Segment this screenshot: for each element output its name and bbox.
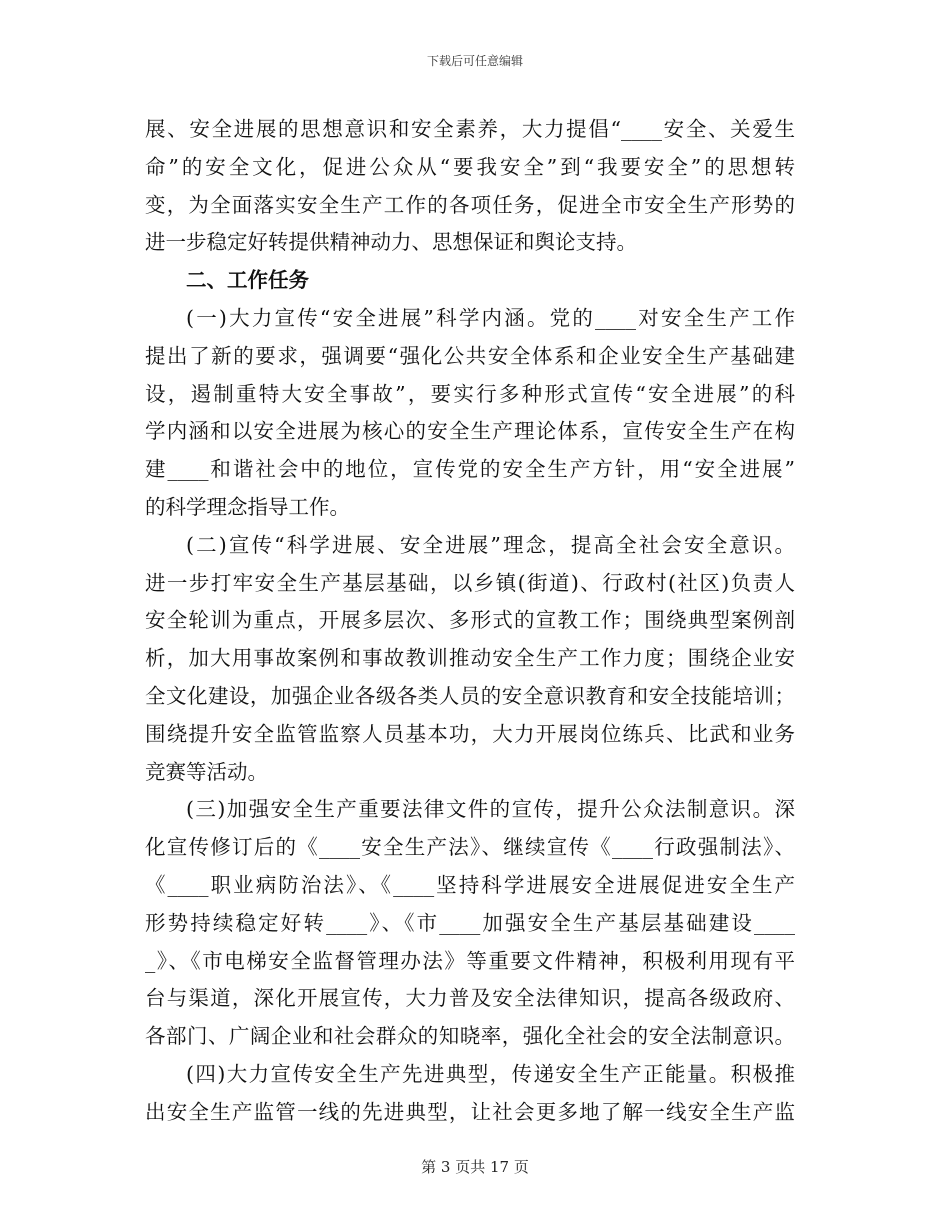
paragraph-line: 全文化建设，加强企业各级各类人员的安全意识教育和安全技能培训； — [145, 683, 795, 708]
paragraph-line: 提出了新的要求，强调要“强化公共安全体系和企业安全生产基础建 — [145, 343, 795, 368]
paragraph-line: 学内涵和以安全进展为核心的安全生产理论体系，宣传安全生产在构 — [145, 419, 795, 444]
paragraph-line: 出安全生产监管一线的先进典型，让社会更多地了解一线安全生产监 — [145, 1099, 795, 1124]
paragraph-line: 形势持续稳定好转____》、《市____加强安全生产基层基础建设____ — [145, 910, 795, 935]
paragraph-line: _》、《市电梯安全监督管理办法》等重要文件精神，积极利用现有平 — [145, 948, 795, 973]
paragraph-line: 析，加大用事故案例和事故教训推动安全生产工作力度；围绕企业安 — [145, 646, 795, 671]
paragraph-line: 竞赛等活动。 — [145, 759, 268, 784]
paragraph-line: 《____职业病防治法》、《____坚持科学进展安全进展促进安全生产 — [145, 872, 795, 897]
paragraph-line: 的科学理念指导工作。 — [145, 494, 350, 519]
download-editable-note: 下载后可任意编辑 — [426, 54, 523, 68]
paragraph-line: 围绕提升安全监管监察人员基本功，大力开展岗位练兵、比武和业务 — [145, 721, 795, 746]
paragraph-line: 台与渠道，深化开展宣传，大力普及安全法律知识，提高各级政府、 — [145, 986, 795, 1011]
paragraph-line: 化宣传修订后的《____安全生产法》、继续宣传《____行政强制法》、 — [145, 835, 795, 860]
paragraph-line: 各部门、广阔企业和社会群众的知晓率，强化全社会的安全法制意识。 — [145, 1024, 795, 1049]
page-number-footer: 第 3 页共 17 页 — [421, 1158, 529, 1176]
document-body — [145, 111, 795, 1132]
paragraph-line: (一)大力宣传“安全进展”科学内涵。党的____对安全生产工作 — [186, 305, 795, 330]
paragraph-line: (四)大力宣传安全生产先进典型，传递安全生产正能量。积极推 — [186, 1061, 795, 1086]
section-heading: 二、工作任务 — [186, 268, 309, 293]
paragraph-line: 展、安全进展的思想意识和安全素养，大力提倡“____安全、关爱生 — [145, 117, 795, 141]
paragraph-line: 变，为全面落实安全生产工作的各项任务，促进全市安全生产形势的 — [145, 192, 795, 217]
paragraph-line: (三)加强安全生产重要法律文件的宣传，提升公众法制意识。深 — [186, 797, 795, 822]
paragraph-line: 安全轮训为重点，开展多层次、多形式的宣教工作；围绕典型案例剖 — [145, 608, 795, 633]
paragraph-line: 设，遏制重特大安全事故”，要实行多种形式宣传“安全进展”的科 — [145, 381, 795, 406]
paragraph-line: 进一步打牢安全生产基层基础，以乡镇(街道)、行政村(社区)负责人 — [145, 570, 795, 595]
paragraph-line: 进一步稳定好转提供精神动力、思想保证和舆论支持。 — [145, 230, 637, 255]
paragraph-line: 建____和谐社会中的地位，宣传党的安全生产方针，用“安全进展” — [145, 457, 795, 482]
paragraph-line: 命”的安全文化，促进公众从“要我安全”到“我要安全”的思想转 — [145, 154, 795, 179]
paragraph-line: (二)宣传“科学进展、安全进展”理念，提高全社会安全意识。 — [186, 532, 795, 557]
